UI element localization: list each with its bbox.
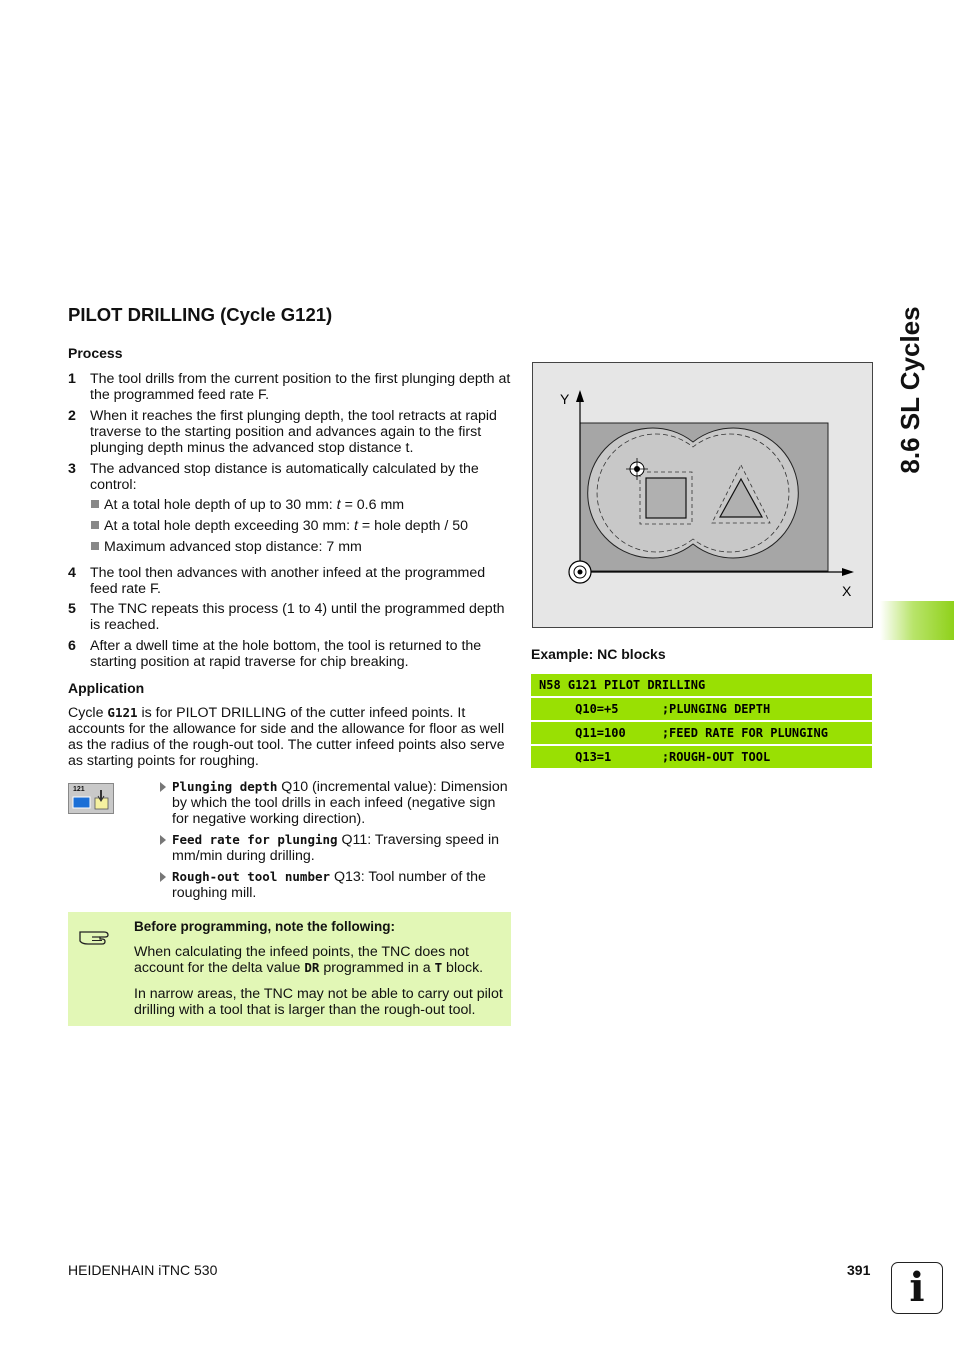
cycle-121-softkey[interactable]: 121 (68, 783, 114, 814)
param-feed-rate: Feed rate for plunging Q11: Traversing speed in mm/min during drilling. (160, 832, 515, 864)
note-heading: Before programming, note the following: (134, 919, 395, 934)
y-axis-label: Y (560, 391, 570, 407)
process-step: 3 The advanced stop distance is automatically calculated by the control: (68, 461, 479, 493)
param-rough-out-tool: Rough-out tool number Q13: Tool number of the roughing mill. (160, 869, 515, 901)
triangle-right-icon (160, 782, 166, 792)
note-box (68, 912, 511, 1026)
nc-block-line: Q13=1 ;ROUGH-OUT TOOL (531, 746, 872, 768)
process-step: 2 When it reaches the first plunging depth, the tool retracts at rapid traverse to the starting position and advances again to the first plunging depth minus the advanced stop distance t. (68, 408, 497, 456)
process-step: 1 The tool drills from the current position to the first plunging depth at the programmed feed rate F. (68, 371, 511, 403)
triangle-right-icon (160, 835, 166, 845)
bullet-item: At a total hole depth exceeding 30 mm: t = hole depth / 50 (91, 518, 511, 534)
example-heading: Example: NC blocks (531, 646, 666, 662)
note-paragraph: In narrow areas, the TNC may not be able to carry out pilot drilling with a tool that is larger than the rough-out tool. (134, 986, 503, 1018)
nc-block-line: N58 G121 PILOT DRILLING (531, 674, 872, 696)
x-axis-label: X (842, 583, 852, 599)
param-plunging-depth: Plunging depth Q10 (incremental value): Dimension by which the tool drills in each infeed (negative sign for negative working direction). (160, 779, 515, 827)
chapter-tab[interactable] (880, 601, 954, 640)
info-icon[interactable]: i (891, 1262, 943, 1314)
process-heading: Process (68, 345, 123, 361)
bullet-square-icon (91, 500, 99, 508)
section-title: PILOT DRILLING (Cycle G121) (68, 304, 333, 325)
process-step: 4 The tool then advances with another infeed at the programmed feed rate F. (68, 565, 486, 597)
triangle-right-icon (160, 872, 166, 882)
note-paragraph: When calculating the infeed points, the TNC does not account for the delta value DR programmed in a T block. (134, 944, 484, 976)
pocket-icon (69, 784, 113, 813)
bullet-square-icon (91, 521, 99, 529)
bullet-item: Maximum advanced stop distance: 7 mm (91, 539, 511, 555)
process-step: 5 The TNC repeats this process (1 to 4) until the programmed depth is reached. (68, 601, 505, 633)
bullet-item: At a total hole depth of up to 30 mm: t = 0.6 mm (91, 497, 511, 513)
page-number: 391 (847, 1262, 871, 1278)
application-heading: Application (68, 680, 145, 696)
process-step: 6 After a dwell time at the hole bottom, the tool is returned to the starting position at rapid traverse for chip breaking. (68, 638, 482, 670)
bullet-square-icon (91, 542, 99, 550)
application-text: Cycle G121 is for PILOT DRILLING of the cutter infeed points. It accounts for the allowance for side and the allowance for floor as well as the radius of the rough-out tool. The cutter infeed points also serve as starting points for roughing. (68, 705, 505, 769)
footer-product: HEIDENHAIN iTNC 530 (68, 1262, 218, 1278)
pointing-hand-icon (78, 924, 114, 948)
nc-block-line: Q10=+5 ;PLUNGING DEPTH (531, 698, 872, 720)
nc-block-line: Q11=100 ;FEED RATE FOR PLUNGING (531, 722, 872, 744)
pilot-drilling-figure (532, 362, 873, 628)
